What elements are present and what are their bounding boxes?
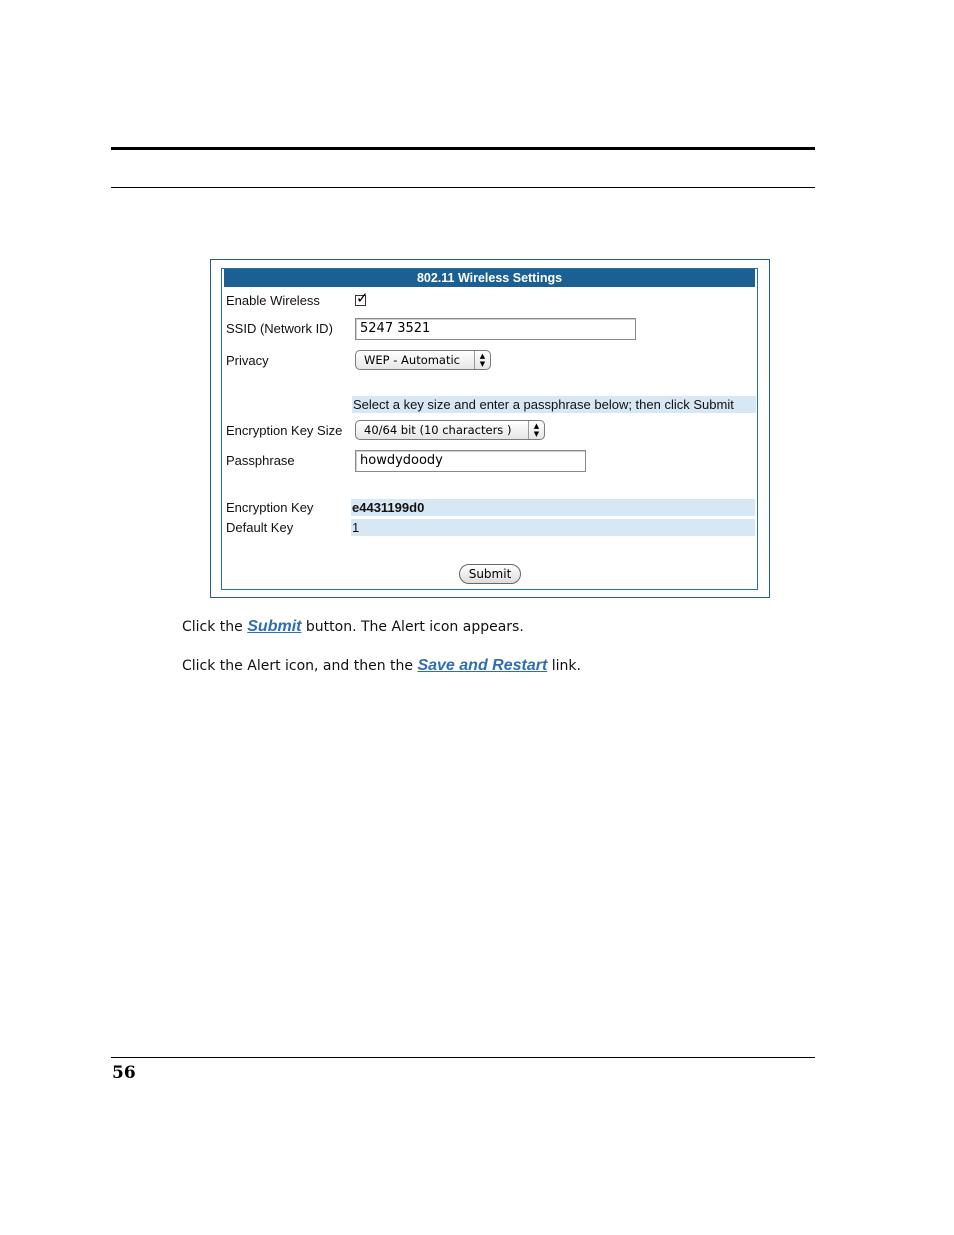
submit-link[interactable]: Submit [247,618,302,635]
enable-wireless-checkbox[interactable] [355,289,369,307]
header-rule-thin [111,187,815,188]
encryption-key-size-label: Encryption Key Size [226,423,343,438]
encryption-key-label: Encryption Key [226,500,314,515]
footer-rule [111,1057,815,1058]
ssid-input[interactable]: 5247 3521 [355,318,636,340]
key-size-select[interactable] [355,420,545,440]
privacy-select[interactable] [355,350,491,370]
checkmark-icon: ✓ [356,289,369,307]
key-size-select-value: 40/64 bit (10 characters ) [364,423,512,437]
select-arrows-icon: ▲ ▼ [528,421,544,439]
instruction-2 [182,657,581,675]
default-key-value: 1 [351,519,755,536]
save-and-restart-link[interactable]: Save and Restart [417,657,548,674]
privacy-label: Privacy [226,353,269,368]
instruction-1 [182,618,524,636]
instruction-2-after: link. [547,658,581,674]
panel-title: 802.11 Wireless Settings [224,269,755,287]
instruction-1-after: button. The Alert icon appears. [301,619,524,635]
encryption-key-value: e4431199d0 [351,499,755,516]
instruction-1-before: Click the [182,619,248,635]
select-arrows-icon: ▲ ▼ [474,351,490,369]
ssid-label: SSID (Network ID) [226,321,333,336]
submit-button[interactable]: Submit [459,564,521,584]
passphrase-input[interactable]: howdydoody [355,450,586,472]
instruction-hint: Select a key size and enter a passphrase below; then click Submit [352,396,756,413]
default-key-label: Default Key [226,520,294,535]
enable-wireless-label: Enable Wireless [226,293,320,308]
privacy-select-value: WEP - Automatic [364,353,461,367]
header-rule-thick [111,147,815,150]
passphrase-label: Passphrase [226,453,295,468]
instruction-2-before: Click the Alert icon, and then the [182,658,418,674]
page-number: 56 [112,1063,136,1083]
